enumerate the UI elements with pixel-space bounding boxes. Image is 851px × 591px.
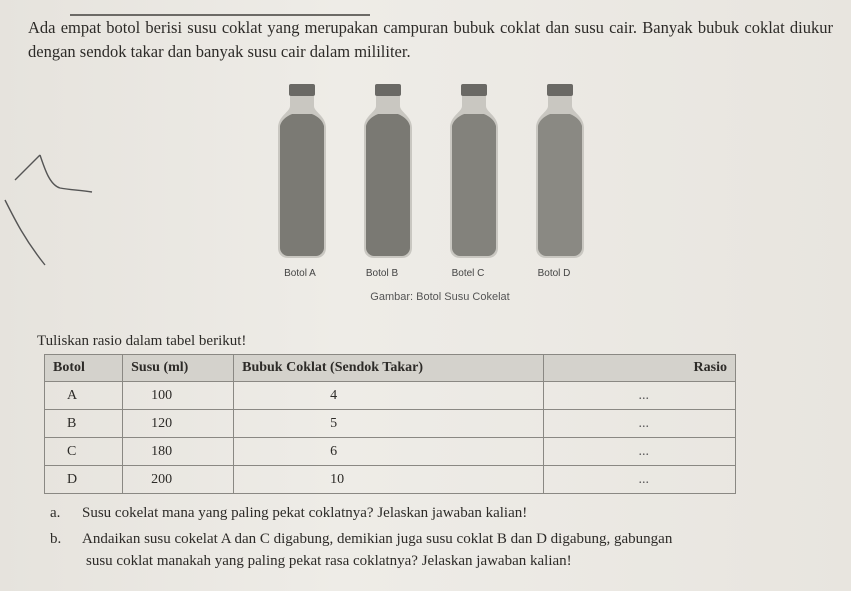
table-instruction: Tuliskan rasio dalam tabel berikut! [37,333,247,349]
question-a-mark: a. [50,505,61,521]
cell-bubuk: 5 [234,410,543,438]
bottle-figure [270,82,590,262]
question-b-text-line1: Andaikan susu cokelat A dan C digabung, demikian juga susu coklat B dan D digabung, gabungan [82,531,673,547]
table-row [45,438,736,466]
cell-bubuk: 10 [234,466,543,494]
table-row [45,410,736,438]
header-botol: Botol [45,355,123,382]
cell-susu: 120 [123,410,234,438]
table-row [45,382,736,410]
cell-rasio: ... [543,382,735,410]
intro-paragraph: Ada empat botol berisi susu coklat yang merupakan campuran bubuk coklat dan susu cair. Banyak bubuk coklat diukur dengan sendok takar dan banyak susu cair dalam mililiter. [28,18,833,61]
table-row [45,466,736,494]
cell-botol: D [45,466,123,494]
cell-susu: 100 [123,382,234,410]
bottle-b-label: Botol B [365,268,399,279]
question-b [50,528,835,572]
question-a [50,502,527,524]
header-rasio: Rasio [543,355,735,382]
cell-rasio: ... [543,466,735,494]
bottle-d-image [528,82,590,258]
bottle-c-label: Botel C [451,268,485,279]
ratio-table [44,354,736,494]
cell-rasio: ... [543,438,735,466]
bottle-c-image [442,82,504,258]
cell-susu: 180 [123,438,234,466]
header-susu: Susu (ml) [123,355,234,382]
cell-bubuk: 4 [234,382,543,410]
question-a-text: Susu cokelat mana yang paling pekat coklatnya? Jelaskan jawaban kalian! [82,505,528,521]
bottle-d-label: Botol D [537,268,571,279]
cell-rasio: ... [543,410,735,438]
bottle-a-image [270,82,332,258]
cell-botol: A [45,382,123,410]
cell-botol: B [45,410,123,438]
cell-susu: 200 [123,466,234,494]
table-header-row [45,355,736,382]
question-b-text-line2: susu coklat manakah yang paling pekat rasa coklatnya? Jelaskan jawaban kalian! [86,553,572,569]
pencil-scribble [0,140,110,280]
header-bubuk: Bubuk Coklat (Sendok Takar) [234,355,543,382]
figure-caption: Gambar: Botol Susu Cokelat [370,291,510,303]
bottle-b-image [356,82,418,258]
question-b-mark: b. [50,531,62,547]
bottle-a-label: Botol A [284,268,316,279]
cell-botol: C [45,438,123,466]
cell-bubuk: 6 [234,438,543,466]
